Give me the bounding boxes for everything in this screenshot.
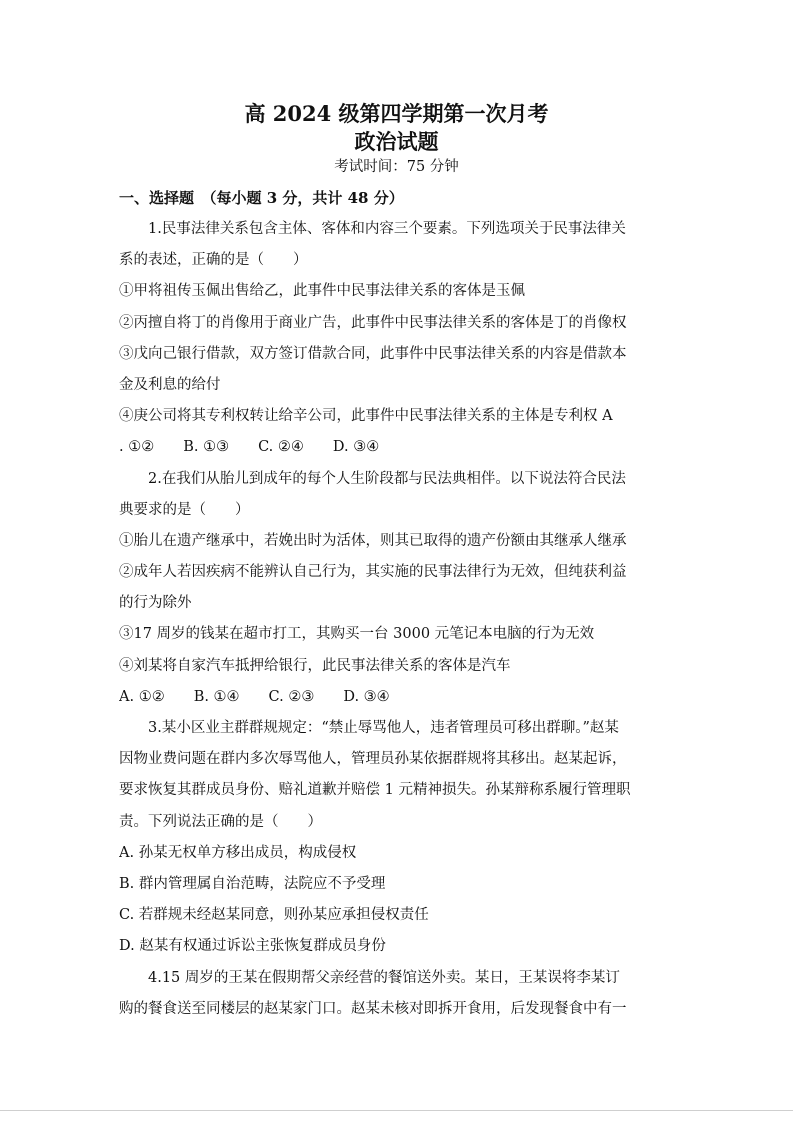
text-line: 3.某小区业主群群规规定：“禁止辱骂他人，违者管理员可移出群聊。”赵某 xyxy=(148,720,619,736)
exam-subject-title: 政治试题 xyxy=(354,129,439,154)
question-body xyxy=(119,214,675,1025)
text-line: 要求恢复其群成员身份、赔礼道歉并赔偿 1 元精神损失。孙某辩称系履行管理职 xyxy=(119,782,631,799)
page-bottom-divider xyxy=(0,1110,793,1111)
text-line: 系的表述，正确的是（ ） xyxy=(119,252,308,269)
text-line: 典要求的是（ ） xyxy=(119,501,250,518)
text-line: ③戊向己银行借款，双方签订借款合同，此事件中民事法律关系的内容是借款本 xyxy=(119,345,627,362)
text-line: A. ①② B. ①④ C. ②③ D. ③④ xyxy=(119,688,390,705)
text-line: 2.在我们从胎儿到成年的每个人生阶段都与民法典相伴。以下说法符合民法 xyxy=(148,470,626,487)
exam-time: 考试时间：75 分钟 xyxy=(334,159,459,175)
text-line: 因物业费问题在群内多次辱骂他人，管理员孙某依据群规将其移出。赵某起诉， xyxy=(119,751,627,768)
text-line: ③17 周岁的钱某在超市打工，其购买一台 3000 元笔记本电脑的行为无效 xyxy=(119,626,595,643)
text-line: ①胎儿在遗产继承中，若娩出时为活体，则其已取得的遗产份额由其继承人继承 xyxy=(119,532,627,549)
text-line: ①甲将祖传玉佩出售给乙，此事件中民事法律关系的客体是玉佩 xyxy=(119,283,525,300)
text-line: 的行为除外 xyxy=(119,595,192,612)
section-heading: 一、选择题 （每小题 3 分，共计 48 分） xyxy=(119,189,404,207)
text-line: 责。下列说法正确的是（ ） xyxy=(119,813,322,830)
text-line: D. 赵某有权通过诉讼主张恢复群成员身份 xyxy=(119,938,386,955)
text-line: 4.15 周岁的王某在假期帮父亲经营的餐馆送外卖。某日，王某误将李某订 xyxy=(148,969,620,986)
text-line: A. 孙某无权单方移出成员，构成侵权 xyxy=(119,844,357,861)
exam-title: 高 2024 级第四学期第一次月考 xyxy=(244,101,549,126)
text-line: 金及利息的给付 xyxy=(119,376,221,393)
text-line: C. 若群规未经赵某同意，则孙某应承担侵权责任 xyxy=(119,907,429,924)
text-line: 1.民事法律关系包含主体、客体和内容三个要素。下列选项关于民事法律关 xyxy=(148,221,626,237)
text-line: . ①② B. ①③ C. ②④ D. ③④ xyxy=(119,439,380,456)
text-line: ②丙擅自将丁的肖像用于商业广告，此事件中民事法律关系的客体是丁的肖像权 xyxy=(119,314,627,331)
text-line: ②成年人若因疾病不能辨认自己行为，其实施的民事法律行为无效，但纯获利益 xyxy=(119,564,627,581)
text-line: ④庚公司将其专利权转让给辛公司，此事件中民事法律关系的主体是专利权 A xyxy=(119,408,613,425)
text-line: 购的餐食送至同楼层的赵某家门口。赵某未核对即拆开食用，后发现餐食中有一 xyxy=(119,1000,627,1017)
text-line: ④刘某将自家汽车抵押给银行，此民事法律关系的客体是汽车 xyxy=(119,657,511,674)
text-line: B. 群内管理属自治范畴，法院应不予受理 xyxy=(119,875,386,892)
